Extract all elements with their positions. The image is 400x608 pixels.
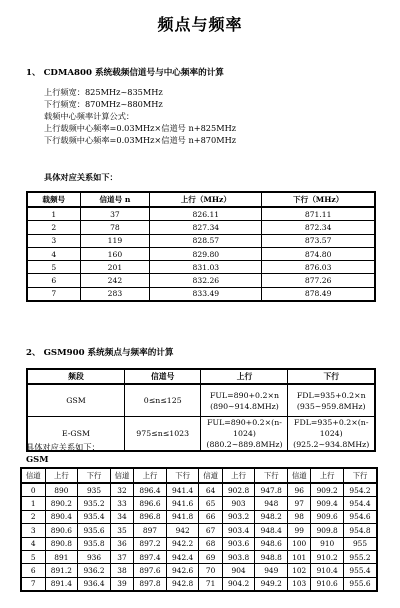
channel-cell: 2 — [21, 510, 45, 523]
channel-cell: 201 — [80, 261, 150, 274]
uplink-cell: 897.6 — [134, 564, 167, 577]
downlink-cell: 874.80 — [262, 247, 375, 260]
uplink-cell: 828.57 — [150, 234, 262, 247]
table-row — [21, 497, 377, 510]
downlink-cell: 935.4 — [78, 510, 111, 523]
channel-cell: 32 — [110, 483, 133, 497]
table-row — [27, 274, 375, 287]
uplink-cell: 896.8 — [134, 510, 167, 523]
header-downlink: 下行（MHz） — [262, 192, 375, 207]
downlink-cell: 948.6 — [255, 537, 288, 550]
channel-cell: 4 — [21, 537, 45, 550]
section1-heading: 1、 CDMA800 系统载频信道号与中心频率的计算 — [26, 68, 224, 78]
downlink-cell — [288, 384, 375, 417]
table-row — [21, 524, 377, 537]
channel-cell: 119 — [80, 234, 150, 247]
downlink-cell: 954.6 — [344, 510, 377, 523]
downlink-cell: 936.4 — [78, 577, 111, 591]
band-cell: GSM — [27, 384, 124, 417]
downlink-cell: 948.2 — [255, 510, 288, 523]
channel-cell: 101 — [288, 550, 311, 563]
downlink-cell: 935.2 — [78, 497, 111, 510]
table-row — [21, 564, 377, 577]
table-row — [27, 261, 375, 274]
uplink-cell: 910.2 — [311, 550, 344, 563]
downlink-cell: 954.8 — [344, 524, 377, 537]
channel-cell: 70 — [199, 564, 222, 577]
downlink-cell: 873.57 — [262, 234, 375, 247]
uplink-cell: 891.2 — [45, 564, 78, 577]
channel-cell: 33 — [110, 497, 133, 510]
uplink-cell: 833.49 — [150, 287, 262, 301]
channel-cell: 38 — [110, 564, 133, 577]
uplink-cell: 891 — [45, 550, 78, 563]
uplink-cell: 890 — [45, 483, 78, 497]
uplink-band-line: 上行频宽：825MHz~835MHz — [44, 87, 163, 97]
header-channel: 信道 — [199, 468, 222, 483]
downlink-cell: 942.8 — [166, 577, 199, 591]
table-row — [27, 247, 375, 260]
uplink-cell: 909.4 — [311, 497, 344, 510]
channel-cell: 160 — [80, 247, 150, 260]
downlink-cell: 872.34 — [262, 221, 375, 234]
cdma-channel-table — [26, 191, 376, 302]
channel-cell: 71 — [199, 577, 222, 591]
uplink-cell: 904 — [222, 564, 255, 577]
downlink-band-line: 下行频宽：870MHz~880MHz — [44, 99, 163, 109]
downlink-cell: 878.49 — [262, 287, 375, 301]
channel-cell: 96 — [288, 483, 311, 497]
header-downlink: 下行 — [344, 468, 377, 483]
table-row — [27, 234, 375, 247]
uplink-cell: 910 — [311, 537, 344, 550]
header-channel: 信道号 — [124, 369, 201, 384]
section1-note: 具体对应关系如下： — [44, 172, 118, 182]
downlink-cell: 935.8 — [78, 537, 111, 550]
header-channel: 信道 — [288, 468, 311, 483]
uplink-cell: 903.6 — [222, 537, 255, 550]
downlink-cell: 948.8 — [255, 550, 288, 563]
channel-cell: 64 — [199, 483, 222, 497]
downlink-cell: 941.8 — [166, 510, 199, 523]
header-channel: 信道 — [110, 468, 133, 483]
downlink-cell: 955 — [344, 537, 377, 550]
channel-cell: 283 — [80, 287, 150, 301]
downlink-formula-line: 下行载频中心频率=0.03MHz×信道号 n+870MHz — [44, 135, 237, 145]
channel-cell: 67 — [199, 524, 222, 537]
channel-cell: 1 — [21, 497, 45, 510]
section1-formula-block — [44, 86, 236, 146]
channel-cell: 97 — [288, 497, 311, 510]
downlink-cell: 948.4 — [255, 524, 288, 537]
header-band: 频段 — [27, 369, 124, 384]
section2-note: 具体对应关系如下： — [26, 442, 100, 452]
table-row — [21, 483, 377, 497]
downlink-formula: FDL=935+0.2×n — [296, 390, 366, 400]
uplink-cell: 829.80 — [150, 247, 262, 260]
downlink-cell: 942 — [166, 524, 199, 537]
header-uplink: 上行 — [45, 468, 78, 483]
table-row — [21, 577, 377, 591]
channel-cell: 0≤n≤125 — [124, 384, 201, 417]
downlink-formula: FDL=935+0.2×(n-1024) — [294, 418, 369, 438]
channel-cell: 102 — [288, 564, 311, 577]
uplink-cell — [201, 417, 288, 452]
uplink-cell: 909.2 — [311, 483, 344, 497]
downlink-cell: 935.6 — [78, 524, 111, 537]
channel-cell: 98 — [288, 510, 311, 523]
table-header-row — [27, 369, 375, 384]
downlink-range: (925.2~934.8MHz) — [293, 440, 370, 449]
uplink-cell: 909.6 — [311, 510, 344, 523]
header-uplink: 上行 — [134, 468, 167, 483]
gsm-band-table — [26, 368, 376, 452]
downlink-cell: 936 — [78, 550, 111, 563]
gsm-label: GSM — [26, 454, 49, 464]
channel-cell: 0 — [21, 483, 45, 497]
channel-cell: 975≤n≤1023 — [124, 417, 201, 452]
header-carrier: 载频号 — [27, 192, 80, 207]
downlink-cell: 949 — [255, 564, 288, 577]
header-downlink: 下行 — [78, 468, 111, 483]
formula-title-line: 载频中心频率计算公式： — [44, 111, 135, 121]
downlink-cell: 876.03 — [262, 261, 375, 274]
header-uplink: 上行 — [222, 468, 255, 483]
uplink-cell: 890.8 — [45, 537, 78, 550]
channel-cell: 78 — [80, 221, 150, 234]
uplink-cell: 910.4 — [311, 564, 344, 577]
uplink-formula-line: 上行载频中心频率=0.03MHz×信道号 n+825MHz — [44, 123, 237, 133]
header-uplink: 上行 — [201, 369, 288, 384]
uplink-cell: 890.6 — [45, 524, 78, 537]
downlink-cell: 942.4 — [166, 550, 199, 563]
channel-cell: 65 — [199, 497, 222, 510]
page-title: 频点与频率 — [157, 15, 243, 34]
downlink-cell: 947.8 — [255, 483, 288, 497]
header-downlink: 下行 — [255, 468, 288, 483]
channel-cell: 34 — [110, 510, 133, 523]
channel-cell: 103 — [288, 577, 311, 591]
channel-cell: 242 — [80, 274, 150, 287]
channel-cell: 100 — [288, 537, 311, 550]
channel-cell: 6 — [21, 564, 45, 577]
uplink-cell: 897.2 — [134, 537, 167, 550]
header-channel: 信道号 n — [80, 192, 150, 207]
channel-cell: 7 — [21, 577, 45, 591]
channel-cell: 39 — [110, 577, 133, 591]
table-row — [27, 384, 375, 417]
uplink-cell: 896.4 — [134, 483, 167, 497]
table-row — [21, 510, 377, 523]
uplink-formula: FUL=890+0.2×(n-1024) — [207, 418, 282, 438]
carrier-cell: 7 — [27, 287, 80, 301]
uplink-cell: 903.8 — [222, 550, 255, 563]
downlink-cell: 948 — [255, 497, 288, 510]
table-row — [27, 207, 375, 221]
carrier-cell: 6 — [27, 274, 80, 287]
carrier-cell: 3 — [27, 234, 80, 247]
uplink-cell: 910.6 — [311, 577, 344, 591]
uplink-cell: 909.8 — [311, 524, 344, 537]
channel-cell: 99 — [288, 524, 311, 537]
carrier-cell: 1 — [27, 207, 80, 221]
table-header-row — [21, 468, 377, 483]
channel-cell: 37 — [80, 207, 150, 221]
table-header-row — [27, 192, 375, 207]
uplink-cell: 903.4 — [222, 524, 255, 537]
channel-cell: 36 — [110, 537, 133, 550]
downlink-cell: 955.6 — [344, 577, 377, 591]
uplink-formula: FUL=890+0.2×n — [209, 390, 280, 400]
section2-heading: 2、 GSM900 系统频点与频率的计算 — [26, 348, 174, 358]
downlink-range: (935~959.8MHz) — [296, 401, 366, 411]
channel-cell: 3 — [21, 524, 45, 537]
uplink-cell: 903 — [222, 497, 255, 510]
uplink-cell: 903.2 — [222, 510, 255, 523]
uplink-cell: 891.4 — [45, 577, 78, 591]
uplink-cell: 826.11 — [150, 207, 262, 221]
table-row — [27, 221, 375, 234]
downlink-cell: 955.2 — [344, 550, 377, 563]
uplink-cell: 890.4 — [45, 510, 78, 523]
table-row — [21, 537, 377, 550]
gsm-channel-table — [20, 467, 378, 592]
channel-cell: 35 — [110, 524, 133, 537]
uplink-cell: 896.6 — [134, 497, 167, 510]
downlink-cell: 942.2 — [166, 537, 199, 550]
downlink-cell: 954.4 — [344, 497, 377, 510]
downlink-cell: 941.6 — [166, 497, 199, 510]
uplink-cell: 897.8 — [134, 577, 167, 591]
channel-cell: 68 — [199, 537, 222, 550]
header-uplink: 上行（MHz） — [150, 192, 262, 207]
downlink-cell: 936.2 — [78, 564, 111, 577]
channel-cell: 66 — [199, 510, 222, 523]
uplink-cell: 890.2 — [45, 497, 78, 510]
downlink-cell: 942.6 — [166, 564, 199, 577]
header-downlink: 下行 — [166, 468, 199, 483]
uplink-range: (880.2~889.8MHz) — [206, 440, 283, 449]
uplink-cell: 897.4 — [134, 550, 167, 563]
downlink-cell: 954.2 — [344, 483, 377, 497]
downlink-cell: 955.4 — [344, 564, 377, 577]
header-channel: 信道 — [21, 468, 45, 483]
uplink-cell — [201, 384, 288, 417]
uplink-cell: 832.26 — [150, 274, 262, 287]
header-downlink: 下行 — [288, 369, 375, 384]
uplink-cell: 902.8 — [222, 483, 255, 497]
downlink-cell: 877.26 — [262, 274, 375, 287]
uplink-range: (890~914.8MHz) — [210, 401, 279, 411]
carrier-cell: 2 — [27, 221, 80, 234]
downlink-cell: 935 — [78, 483, 111, 497]
carrier-cell: 4 — [27, 247, 80, 260]
uplink-cell: 897 — [134, 524, 167, 537]
carrier-cell: 5 — [27, 261, 80, 274]
table-row — [27, 287, 375, 301]
downlink-cell: 871.11 — [262, 207, 375, 221]
channel-cell: 5 — [21, 550, 45, 563]
downlink-cell: 941.4 — [166, 483, 199, 497]
downlink-cell — [288, 417, 375, 452]
channel-cell: 37 — [110, 550, 133, 563]
uplink-cell: 831.03 — [150, 261, 262, 274]
band-cell: E-GSM — [27, 417, 124, 452]
table-row — [21, 550, 377, 563]
channel-cell: 69 — [199, 550, 222, 563]
uplink-cell: 904.2 — [222, 577, 255, 591]
uplink-cell: 827.34 — [150, 221, 262, 234]
downlink-cell: 949.2 — [255, 577, 288, 591]
header-uplink: 上行 — [311, 468, 344, 483]
